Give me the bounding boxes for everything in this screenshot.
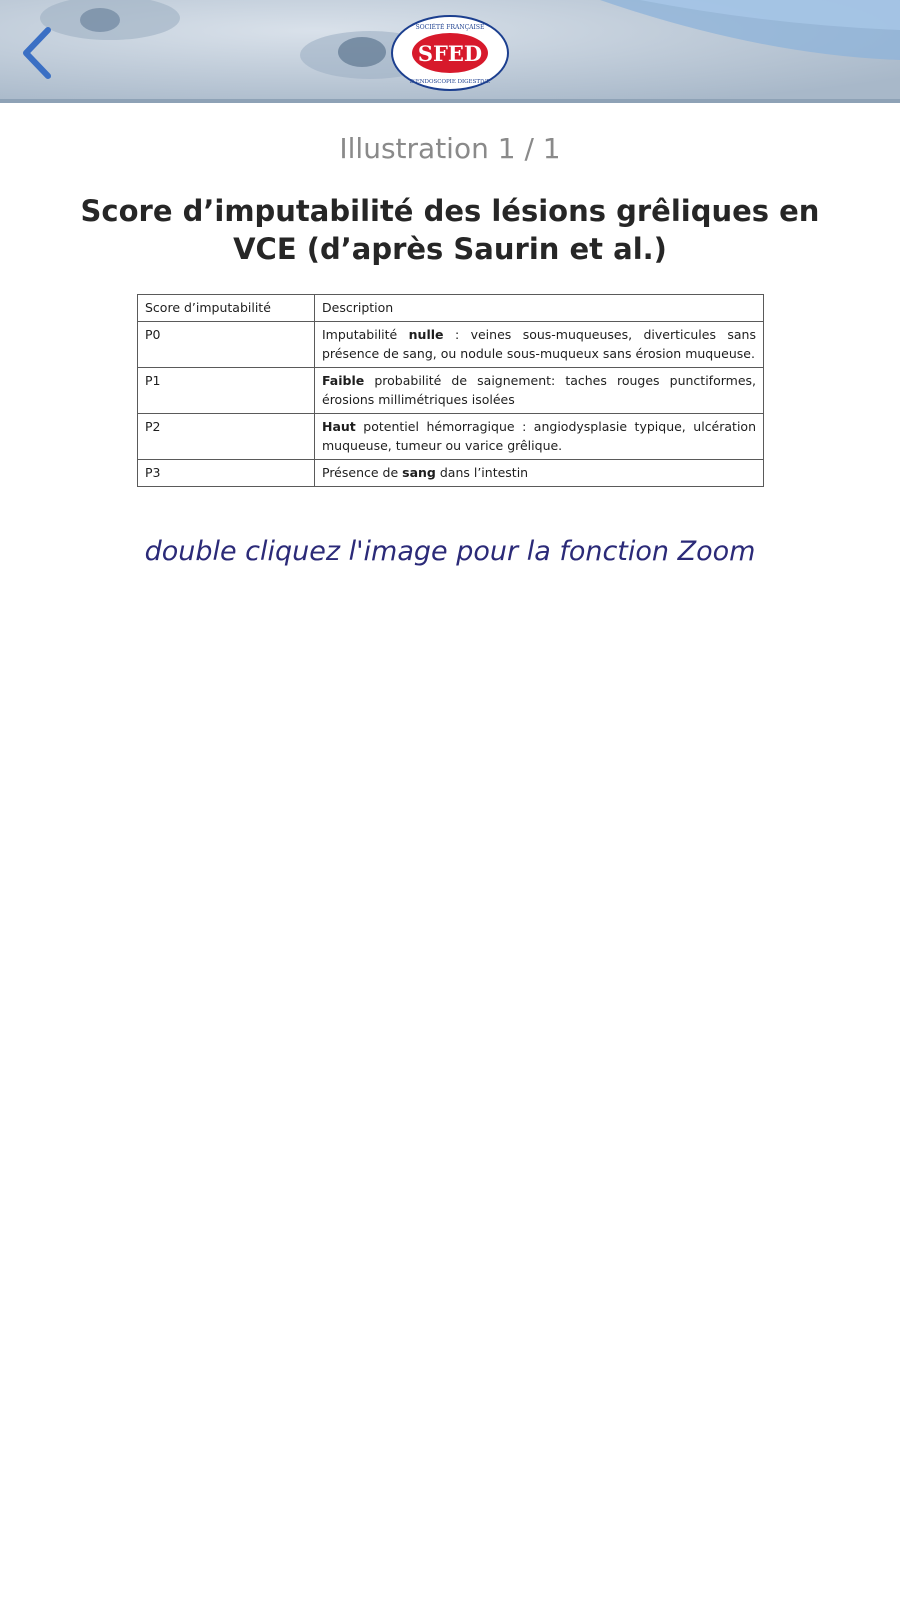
description-cell — [315, 414, 764, 460]
chevron-left-icon — [26, 30, 48, 76]
description-cell — [315, 368, 764, 414]
table-row — [138, 460, 764, 487]
column-header-description: Description — [315, 295, 764, 322]
logo-text: SFED — [417, 41, 483, 66]
description-text: Présence de — [322, 465, 403, 480]
description-text: Imputabilité — [322, 327, 409, 342]
header-banner — [0, 0, 900, 103]
score-cell: P1 — [138, 368, 315, 414]
back-button[interactable] — [14, 22, 64, 82]
logo-top-arc-text: SOCIÉTÉ FRANÇAISE — [415, 24, 485, 31]
illustration-counter: Illustration 1 / 1 — [339, 132, 561, 165]
description-text: : veines sous-muqueuses, diverticules sans présence de sang, ou nodule sous-muqueux sans érosion muqueuse. — [322, 327, 756, 361]
description-emphasis: nulle — [408, 327, 444, 342]
zoomable-table-image[interactable] — [137, 294, 763, 487]
table-row — [138, 368, 764, 414]
description-cell — [315, 322, 764, 368]
sfed-logo — [390, 14, 510, 92]
description-emphasis: Haut — [322, 419, 356, 434]
description-emphasis: Faible — [322, 373, 365, 388]
table-row — [138, 414, 764, 460]
description-cell — [315, 460, 764, 487]
description-text: dans l’intestin — [435, 465, 529, 480]
description-text: probabilité de saignement: taches rouges punctiformes, érosions millimétriques isolées — [322, 373, 756, 407]
zoom-hint: double cliquez l'image pour la fonction Zoom — [144, 536, 756, 567]
imputability-score-table — [137, 294, 764, 487]
score-cell: P3 — [138, 460, 315, 487]
table-header-row — [138, 295, 764, 322]
column-header-score: Score d’imputabilité — [138, 295, 315, 322]
score-cell: P2 — [138, 414, 315, 460]
score-cell: P0 — [138, 322, 315, 368]
logo-bottom-arc-text: D'ENDOSCOPIE DIGESTIVE — [409, 79, 491, 85]
table-row — [138, 322, 764, 368]
description-text: potentiel hémorragique : angiodysplasie typique, ulcération muqueuse, tumeur ou varice grêlique. — [322, 419, 756, 453]
page-title: Score d’imputabilité des lésions grêliques en VCE (d’après Saurin et al.) — [80, 194, 820, 266]
description-emphasis: sang — [402, 465, 436, 480]
